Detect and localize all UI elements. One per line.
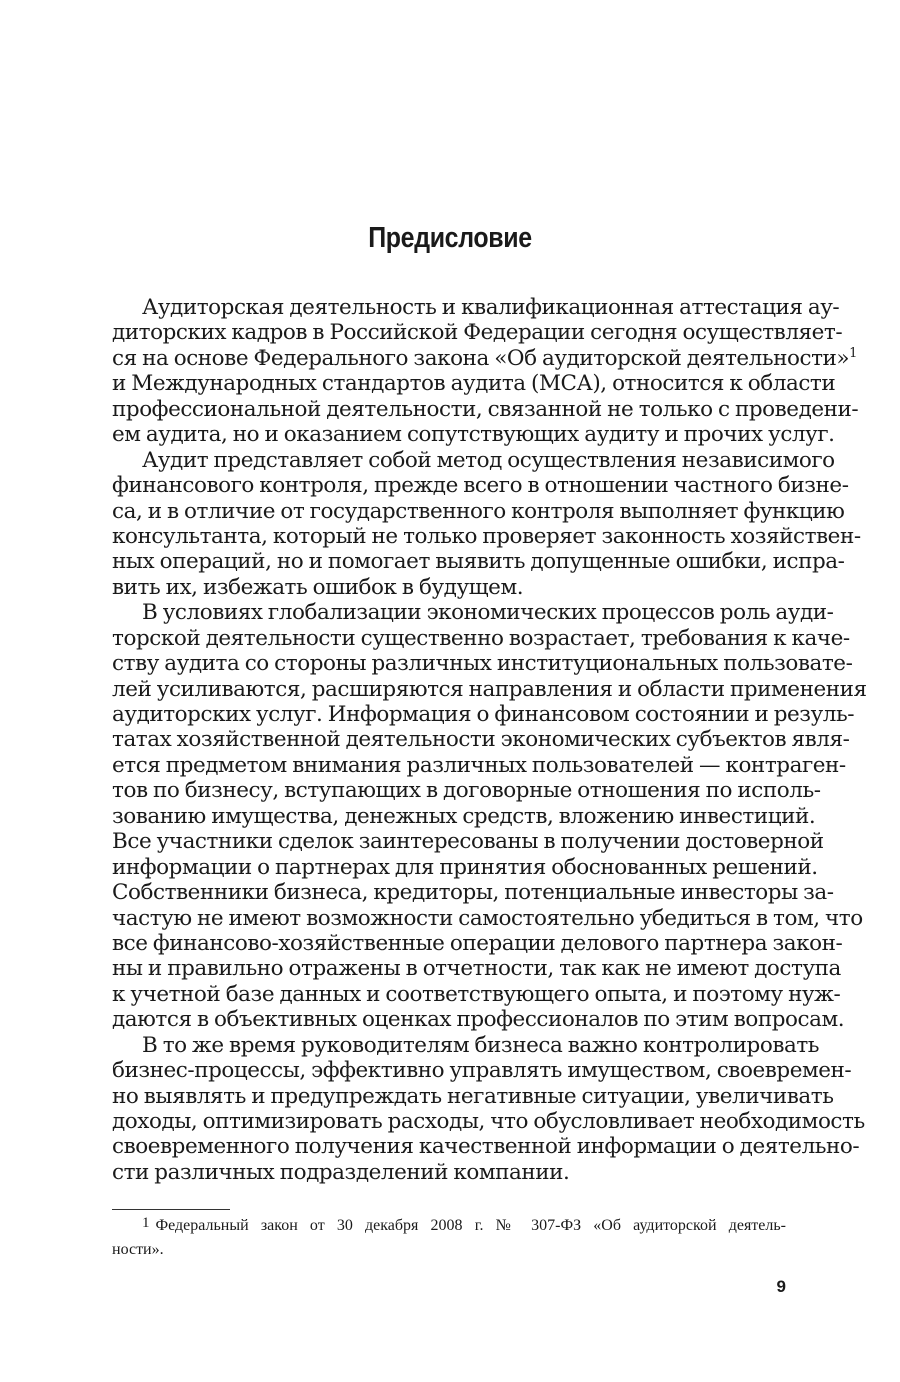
footnote-reference[interactable]: 1 (849, 345, 857, 361)
text-line: вить их, избежать ошибок в будущем. (112, 574, 524, 600)
text-line: даются в объективных оценках профессионалов по этим вопросам. (112, 1007, 845, 1033)
text-line: ны и правильно отражены в отчетности, так как не имеют доступа (112, 956, 841, 982)
text-line: финансового контроля, прежде всего в отношении частного бизне- (112, 473, 849, 499)
text-line: к учетной базе данных и соответствующего опыта, и поэтому нуж- (112, 981, 841, 1007)
text-line: В условиях глобализации экономических процессов роль ауди- (142, 600, 834, 626)
text-line: Аудит представляет собой метод осуществления независимого (142, 447, 835, 473)
footnote-text: ности». (112, 1241, 164, 1258)
text-line: са, и в отличие от государственного контроля выполняет функцию (112, 498, 845, 524)
text-line: тов по бизнесу, вступающих в договорные отношения по исполь- (112, 778, 821, 804)
page-number: 9 (776, 1277, 786, 1296)
body-text (112, 295, 867, 1185)
text-line: ем аудита, но и оказанием сопутствующих аудиту и прочих услуг. (112, 422, 835, 448)
footnote-divider (112, 1209, 230, 1210)
footnote (112, 1214, 786, 1261)
text-line: Все участники сделок заинтересованы в получении достоверной (112, 829, 824, 855)
text-line: зованию имущества, денежных средств, вложению инвестиций. (112, 803, 816, 829)
text-line-with-footnote (112, 345, 857, 371)
text-line: татах хозяйственной деятельности экономических субъектов явля- (112, 727, 850, 753)
paragraph (112, 600, 867, 1033)
text-line: ется предметом внимания различных пользователей — контраген- (112, 752, 846, 778)
text-line: ству аудита со стороны различных институциональных пользовате- (112, 651, 853, 677)
text-line: Аудиторская деятельность и квалификационная аттестация ау- (142, 295, 840, 320)
text-line: доходы, оптимизировать расходы, что обусловливает необходимость (112, 1109, 865, 1134)
text-line: бизнес-процессы, эффективно управлять имуществом, своевремен- (112, 1058, 852, 1084)
text-line: консультанта, который не только проверяет законность хозяйствен- (112, 523, 861, 549)
text-line: и Международных стандартов аудита (МСА), относится к области (112, 371, 836, 397)
text-line: ся на основе Федерального закона «Об аудиторской деятельности» (112, 345, 850, 371)
text-line: торской деятельности существенно возрастает, требования к каче- (112, 625, 850, 651)
page-title: Предисловие (368, 222, 532, 254)
footnote-marker: 1 (142, 1215, 150, 1231)
text-line: сти различных подразделений компании. (112, 1159, 570, 1185)
text-line: ных операций, но и помогает выявить допущенные ошибки, испра- (112, 549, 845, 575)
text-line: диторских кадров в Российской Федерации сегодня осуществляет- (112, 320, 843, 346)
text-line: информации о партнерах для принятия обоснованных решений. (112, 854, 818, 880)
text-line: профессиональной деятельности, связанной не только с проведени- (112, 396, 859, 422)
text-line: своевременного получения качественной информации о деятельно- (112, 1134, 860, 1160)
paragraph (112, 1032, 865, 1186)
text-line: Собственники бизнеса, кредиторы, потенциальные инвесторы за- (112, 880, 834, 906)
paragraph (112, 295, 859, 448)
paragraph (112, 447, 861, 601)
text-line: лей усиливаются, расширяются направления и области применения (112, 676, 867, 702)
text-line: все финансово-хозяйственные операции делового партнера закон- (112, 930, 843, 956)
footnote-line (112, 1214, 786, 1238)
footnote-text: Федеральный закон от 30 декабря 2008 г. № 307-ФЗ «Об аудиторской деятель- (155, 1217, 786, 1234)
text-line: частую не имеют возможности самостоятельно убедиться в том, что (112, 905, 863, 931)
text-line: но выявлять и предупреждать негативные ситуации, увеличивать (112, 1083, 834, 1109)
text-line: В то же время руководителям бизнеса важно контролировать (142, 1032, 820, 1058)
text-line: аудиторских услуг. Информация о финансовом состоянии и резуль- (112, 702, 855, 727)
